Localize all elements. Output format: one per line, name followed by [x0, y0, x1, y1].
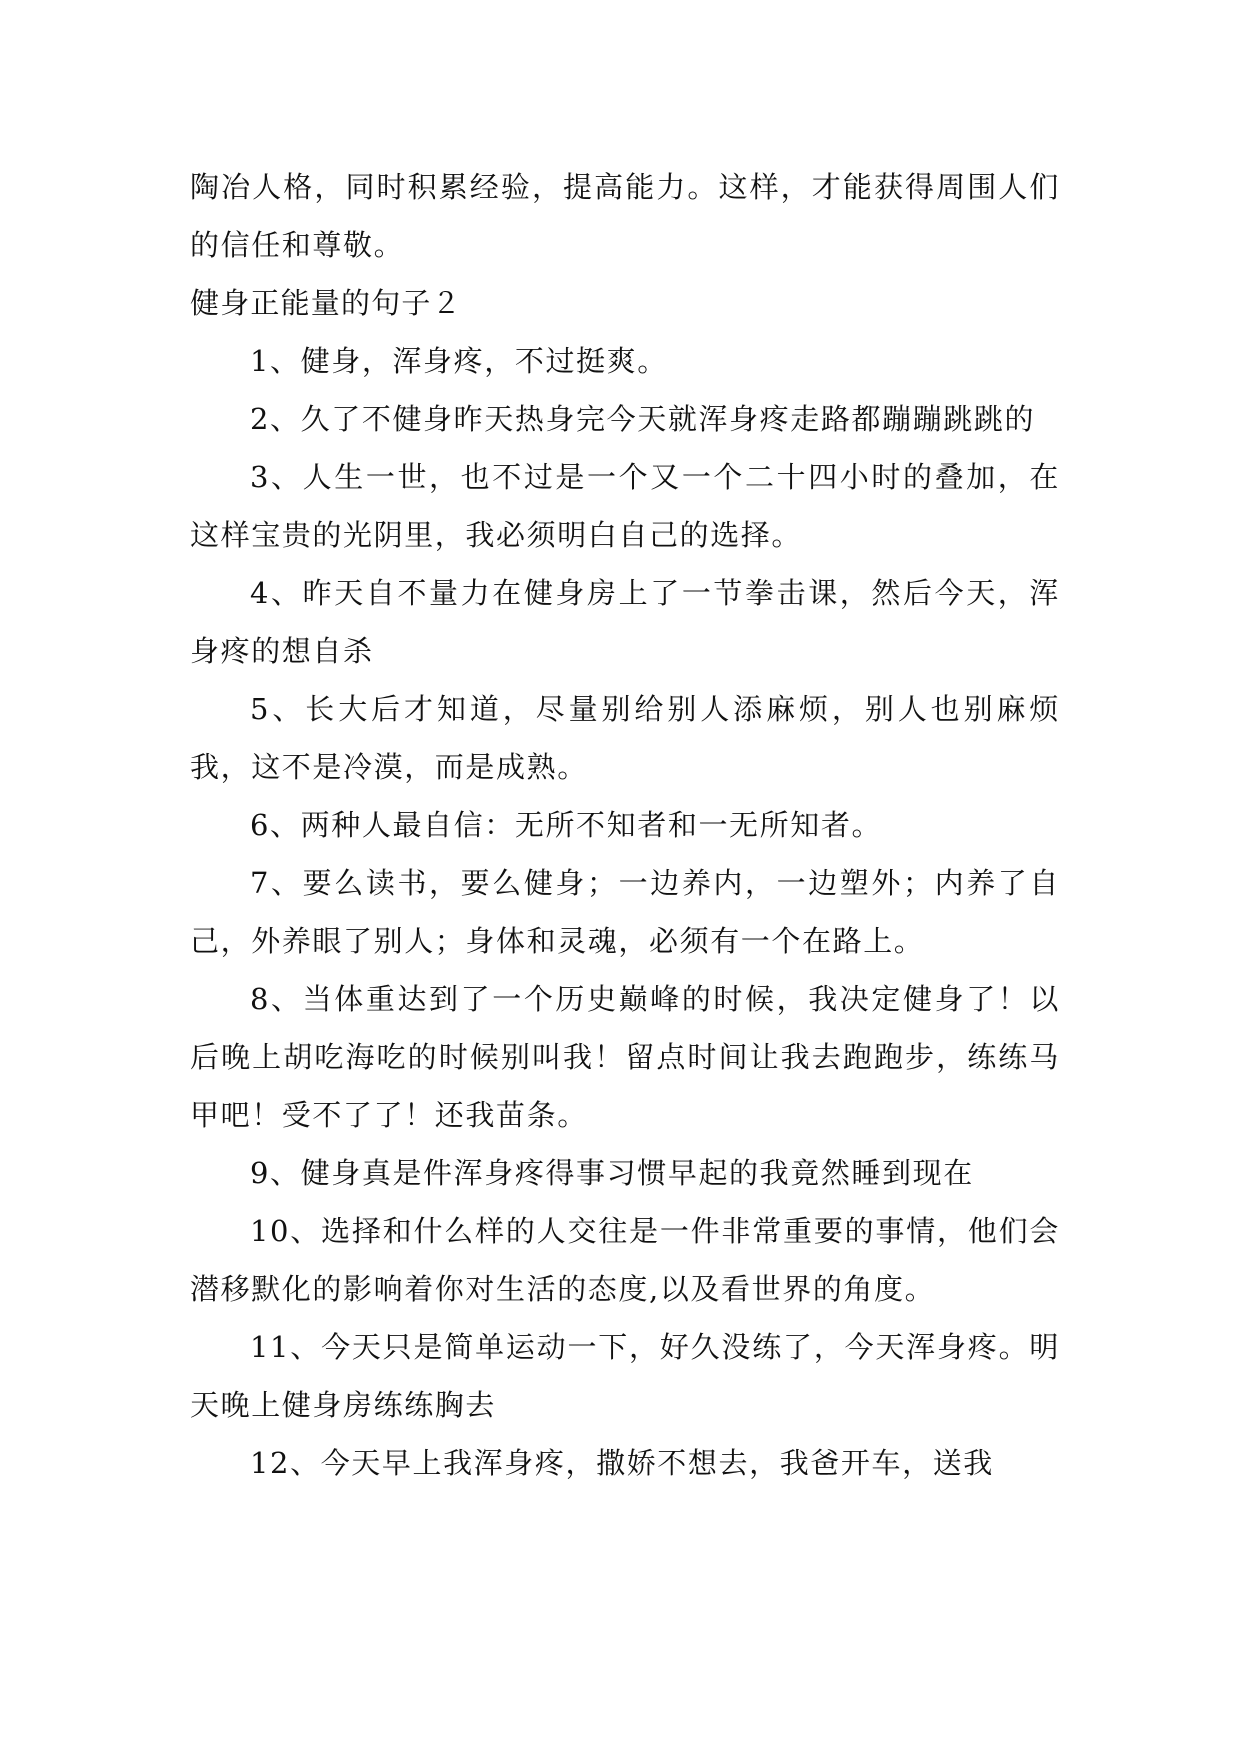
list-item: 1、健身，浑身疼，不过挺爽。 [250, 344, 668, 378]
list-item: 12、今天早上我浑身疼，撒娇不想去，我爸开车，送我 [250, 1446, 994, 1480]
list-item: 11、今天只是简单运动一下，好久没练了，今天浑身疼。明天晚上健身房练练胸去 [190, 1330, 1060, 1422]
list-item: 3、人生一世，也不过是一个又一个二十四小时的叠加，在这样宝贵的光阴里，我必须明白自己的选择。 [190, 460, 1060, 552]
lead-paragraph: 陶冶人格，同时积累经验，提高能力。这样，才能获得周围人们的信任和尊敬。 [190, 170, 1060, 262]
list-item: 6、两种人最自信：无所不知者和一无所知者。 [250, 808, 883, 842]
list-item: 2、久了不健身昨天热身完今天就浑身疼走路都蹦蹦跳跳的 [250, 402, 1036, 436]
list-item: 4、昨天自不量力在健身房上了一节拳击课，然后今天，浑身疼的想自杀 [190, 576, 1060, 668]
section-title: 健身正能量的句子２ [190, 286, 462, 320]
list-item: 9、健身真是件浑身疼得事习惯早起的我竟然睡到现在 [250, 1156, 974, 1190]
list-item: 7、要么读书，要么健身；一边养内，一边塑外；内养了自己，外养眼了别人；身体和灵魂，必须有一个在路上。 [190, 866, 1060, 958]
list-item: 8、当体重达到了一个历史巅峰的时候，我决定健身了！以后晚上胡吃海吃的时候别叫我！留点时间让我去跑跑步，练练马甲吧！受不了了！还我苗条。 [190, 982, 1060, 1132]
list-item: 10、选择和什么样的人交往是一件非常重要的事情，他们会潜移默化的影响着你对生活的态度,以及看世界的角度。 [190, 1214, 1060, 1306]
list-item: 5、长大后才知道，尽量别给别人添麻烦，别人也别麻烦我，这不是冷漠，而是成熟。 [190, 692, 1060, 784]
document-body [190, 158, 1060, 1492]
